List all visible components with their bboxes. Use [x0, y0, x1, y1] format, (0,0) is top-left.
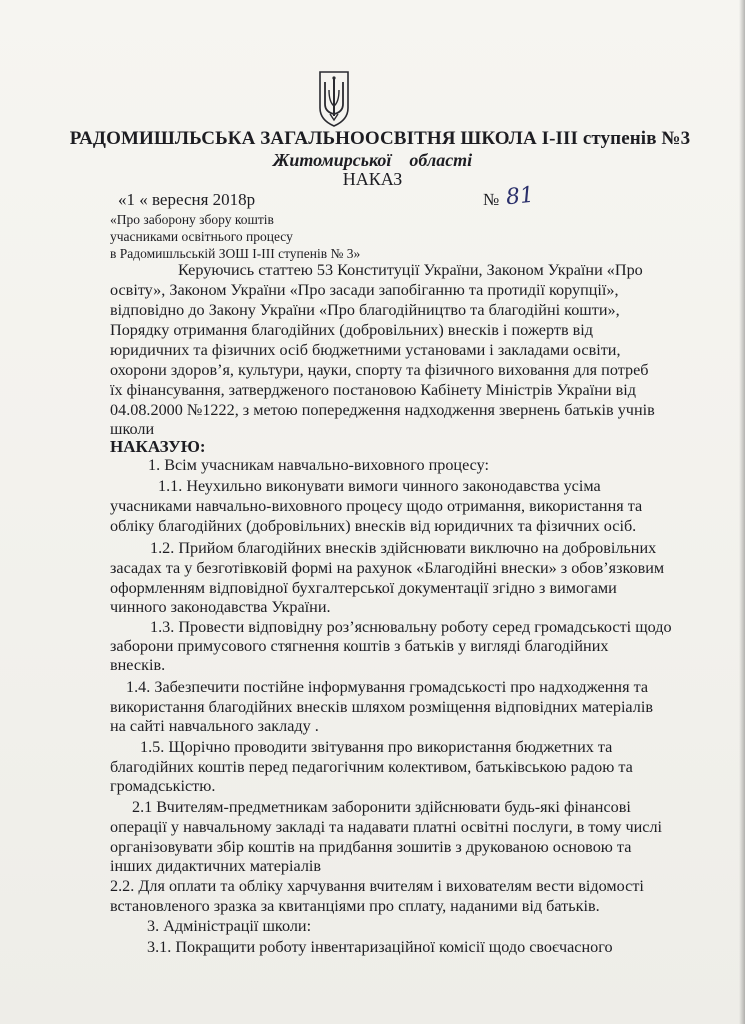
trident-emblem-icon [316, 70, 352, 128]
body-line: відповідно до Закону України «Про благодійництво та благодійні кошти», [110, 301, 620, 319]
body-line: учасниками навчально-виховного процесу щодо отримання, використання та [110, 497, 643, 515]
handwritten-order-number: 81 [504, 182, 536, 211]
body-line: Порядку отримання благодійних (добровільних) внесків і пожертв від [110, 321, 594, 339]
body-line: школи [110, 420, 155, 438]
body-line: юридичних та фізичних осіб бюджетними установами і закладами освіти, [110, 341, 621, 359]
body-line: 1.3. Провести відповідну роз’яснювальну роботу серед громадськості щодо [150, 618, 672, 636]
body-line: 1.5. Щорічно проводити звітування про використання бюджетних та [140, 738, 613, 756]
school-title: РАДОМИШЛЬСЬКА ЗАГАЛЬНООСВІТНЯ ШКОЛА І-ІІІ ступенів №3 [69, 128, 691, 149]
document-type: НАКАЗ [342, 169, 403, 189]
subject-line: учасниками освітнього процесу [110, 229, 293, 244]
body-line: благодійних коштів перед педагогічним колективом, батьківською радою та [110, 758, 633, 776]
body-line: інших дидактичних матеріалів [110, 857, 322, 875]
body-line: 3.1. Покращити роботу інвентаризаційної комісії щодо своєчасного [147, 938, 613, 956]
region-line: Житомирської області [272, 150, 473, 170]
body-line: 2.2. Для оплати та обліку харчування вчителям і вихователям вести відомості [110, 877, 644, 895]
body-line: обліку благодійних (добровільних) внесків від юридичних та фізичних осіб. [110, 517, 637, 535]
body-line: чинного законодавства України. [110, 598, 331, 616]
body-line: їх фінансування, затвердженого постановою Кабінету Міністрів України від [110, 381, 636, 399]
body-line: встановленого зразка за квитанціями про сплату, наданими від батьків. [110, 897, 600, 915]
subject-line: «Про заборону збору коштів [110, 212, 274, 227]
body-line: оформленням відповідної бухгалтерської документації згідно з вимогами [110, 579, 617, 597]
body-line: 04.08.2000 №1222, з метою попередження надходження звернень батьків учнів [110, 401, 655, 419]
order-number-label: № [483, 190, 500, 209]
order-heading: НАКАЗУЮ: [110, 437, 206, 456]
body-line: освіту», Законом України «Про засади запобіганню та протидії корупції», [110, 281, 619, 299]
body-line: на сайті навчального закладу . [110, 717, 319, 735]
order-subject [110, 211, 360, 262]
subject-line: в Радомишльській ЗОШ І-ІІІ ступенів № 3» [110, 246, 361, 261]
body-line: 2.1 Вчителям-предметникам заборонити здійснювати будь-які фінансові [132, 798, 631, 816]
scan-edge-shadow [739, 0, 745, 1024]
body-line: 1.4. Забезпечити постійне інформування громадськості про надходження та [126, 678, 649, 696]
body-line: використання благодійних внесків шляхом розміщення відповідних матеріалів [110, 698, 653, 716]
body-line: засадах та у безготівковій формі на рахунок «Благодійні внески» з обов’язковим [110, 559, 665, 577]
order-date: «1 « вересня 2018р [118, 190, 256, 209]
body-line: громадськістю. [110, 777, 216, 795]
body-line: 1.1. Неухильно виконувати вимоги чинного законодавства усіма [158, 477, 601, 495]
body-line: внесків. [110, 656, 166, 674]
body-line: заборони примусового стягнення коштів з батьків у вигляді благодійних [110, 637, 609, 655]
body-line: організовувати збір коштів на придбання зошитів з друкованою основою та [110, 838, 632, 856]
body-line: охорони здоров’я, культури, ңауки, спорту та фізичного виховання для потреб [110, 361, 649, 379]
body-line: операції у навчальному закладі та надавати платні освітні послуги, в тому числі [110, 818, 663, 836]
body-line: 1. Всім учасникам навчально-виховного процесу: [148, 456, 490, 474]
body-line: Керуючись статтею 53 Конституції України, Законом України «Про [178, 261, 643, 279]
body-line: 1.2. Прийом благодійних внесків здійснювати виключно на добровільних [150, 539, 657, 557]
body-line: 3. Адміністрації школи: [147, 917, 312, 935]
